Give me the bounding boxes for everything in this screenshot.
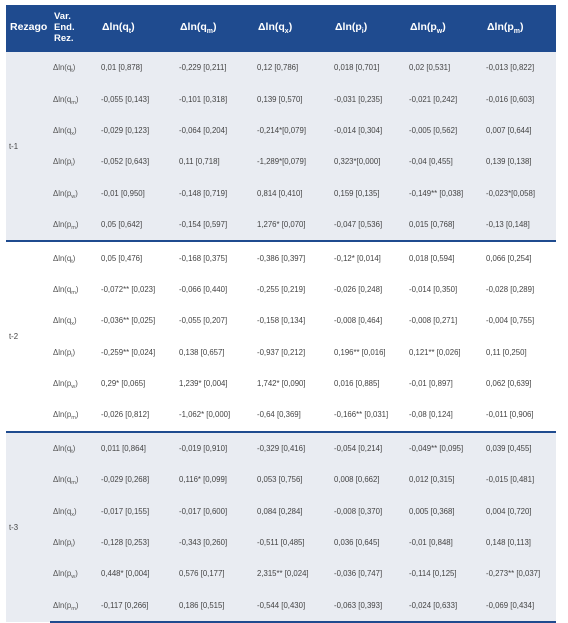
row-variable: $\Delta\ln(q_t)$: [50, 432, 98, 464]
table-cell: 0,005 [0,368]: [406, 495, 483, 526]
table-cell: 0,116* [0,099]: [176, 464, 254, 495]
table-cell: -0,049** [0,095]: [406, 432, 483, 464]
row-variable: $\Delta\ln(q_m)$: [53, 284, 79, 296]
table-cell: 0,05 [0,476]: [98, 241, 176, 273]
row-variable: $\Delta\ln(p_w)$: [53, 379, 78, 391]
table-cell: 0,05 [0,642]: [98, 209, 176, 241]
table-cell: -0,055 [0,207]: [179, 316, 228, 326]
table-cell: -1,289*[0,079]: [254, 146, 331, 177]
table-cell: -0,259** [0,024]: [101, 347, 156, 357]
row-variable: $\Delta\ln(p_i)$: [50, 146, 98, 177]
table-cell: -0,026 [0,812]: [101, 410, 150, 420]
table-cell: -0,069 [0,434]: [483, 590, 556, 622]
header-col-5: $\Delta\ln(p_w)$: [410, 20, 446, 35]
table-cell: 0,448* [0,004]: [98, 558, 176, 589]
header-col-4: $\Delta\ln(p_i)$: [335, 20, 368, 35]
table-cell: -0,158 [0,134]: [257, 316, 306, 326]
table-cell: -0,015 [0,481]: [483, 464, 556, 495]
table-row: [6, 399, 556, 431]
results-table: [6, 5, 556, 623]
table-row: [6, 464, 556, 495]
table-cell: 0,29* [0,065]: [101, 379, 146, 389]
table-cell: 0,039 [0,455]: [483, 432, 556, 464]
table-cell: 2,315** [0,024]: [254, 558, 331, 589]
table-row: [6, 178, 556, 209]
row-variable: $\Delta\ln(p_i)$: [50, 527, 98, 558]
table-cell: 0,007 [0,644]: [483, 115, 556, 146]
table-cell: -0,072** [0,023]: [101, 284, 156, 294]
table-cell: 0,12 [0,786]: [254, 51, 331, 83]
table-row: [6, 527, 556, 558]
table-cell: -0,036 [0,747]: [331, 558, 406, 589]
row-variable: $\Delta\ln(q_m)$: [50, 83, 98, 114]
table-cell: 1,742* [0,090]: [257, 379, 306, 389]
lag-label: t-2: [6, 241, 50, 431]
table-cell: -0,101 [0,318]: [176, 83, 254, 114]
table-cell: 0,01 [0,878]: [98, 51, 176, 83]
table-cell: 0,138 [0,657]: [179, 347, 225, 357]
table-row: [6, 51, 556, 83]
table-cell: -0,64 [0,369]: [257, 410, 301, 420]
table-cell: 0,186 [0,515]: [176, 590, 254, 622]
table-cell: -0,017 [0,155]: [98, 495, 176, 526]
table-cell: 0,121** [0,026]: [409, 347, 461, 357]
table-cell: -0,063 [0,393]: [331, 590, 406, 622]
lag-block-t1: [6, 51, 556, 241]
table-cell: 0,008 [0,662]: [331, 464, 406, 495]
table-cell: 0,323*[0,000]: [331, 146, 406, 177]
table-cell: 0,004 [0,720]: [483, 495, 556, 526]
table-cell: -0,013 [0,822]: [483, 51, 556, 83]
table-cell: -0,154 [0,597]: [176, 209, 254, 241]
table-cell: 0,015 [0,768]: [406, 209, 483, 241]
table-cell: -0,343 [0,260]: [176, 527, 254, 558]
row-variable: $\Delta\ln(p_m)$: [50, 209, 98, 241]
table-cell: -0,047 [0,536]: [331, 209, 406, 241]
table-cell: -0,01 [0,897]: [409, 379, 453, 389]
table-cell: -0,011 [0,906]: [486, 410, 534, 420]
table-cell: 0,066 [0,254]: [483, 241, 556, 273]
table-cell: -0,017 [0,600]: [176, 495, 254, 526]
table-cell: -0,117 [0,266]: [98, 590, 176, 622]
table-cell: 0,196** [0,016]: [334, 347, 386, 357]
table-row: [6, 495, 556, 526]
table-cell: -0,12* [0,014]: [331, 241, 406, 273]
table-cell: -0,024 [0,633]: [406, 590, 483, 622]
lag-label: t-3: [6, 432, 50, 622]
table-cell: 0,053 [0,756]: [254, 464, 331, 495]
table-cell: -0,255 [0,219]: [257, 284, 306, 294]
table-cell: -0,166** [0,031]: [334, 410, 389, 420]
table-cell: -0,031 [0,235]: [331, 83, 406, 114]
table-cell: 0,148 [0,113]: [483, 527, 556, 558]
table-row: [6, 337, 556, 368]
table-row: [6, 209, 556, 241]
table-cell: 1,239* [0,004]: [179, 379, 228, 389]
table-cell: -0,023*[0,058]: [483, 178, 556, 209]
table-cell: -0,04 [0,455]: [406, 146, 483, 177]
header-col-2: $\Delta\ln(q_m)$: [180, 20, 217, 35]
table-cell: -0,016 [0,603]: [483, 83, 556, 114]
table-cell: 0,062 [0,639]: [486, 379, 532, 389]
table-cell: -0,229 [0,211]: [176, 51, 254, 83]
table-cell: 0,036 [0,645]: [331, 527, 406, 558]
table-cell: -0,114 [0,125]: [406, 558, 483, 589]
table-cell: 1,276* [0,070]: [254, 209, 331, 241]
table-row: [6, 558, 556, 589]
table-row: [6, 368, 556, 399]
table-cell: -0,149** [0,038]: [406, 178, 483, 209]
table-cell: 0,018 [0,701]: [331, 51, 406, 83]
table-cell: 0,139 [0,138]: [483, 146, 556, 177]
table-cell: -0,329 [0,416]: [254, 432, 331, 464]
table-cell: 0,814 [0,410]: [254, 178, 331, 209]
table-cell: -0,08 [0,124]: [409, 410, 453, 420]
table-cell: -0,004 [0,755]: [486, 316, 535, 326]
row-variable: $\Delta\ln(q_x)$: [53, 316, 77, 328]
lag-block-t2: [6, 241, 556, 431]
table-row: [6, 115, 556, 146]
table-row: [6, 146, 556, 177]
table-cell: 0,018 [0,594]: [406, 241, 483, 273]
table-cell: -0,01 [0,848]: [406, 527, 483, 558]
table-cell: 0,012 [0,315]: [406, 464, 483, 495]
table-cell: 0,139 [0,570]: [254, 83, 331, 114]
table-row: [6, 241, 556, 273]
table-cell: -0,064 [0,204]: [176, 115, 254, 146]
table-cell: -0,386 [0,397]: [254, 241, 331, 273]
table-cell: -0,055 [0,143]: [98, 83, 176, 114]
table-cell: -0,014 [0,350]: [409, 284, 458, 294]
table-cell: -0,005 [0,562]: [406, 115, 483, 146]
table-cell: -0,128 [0,253]: [98, 527, 176, 558]
row-variable: $\Delta\ln(q_m)$: [50, 464, 98, 495]
row-variable: $\Delta\ln(p_i)$: [53, 347, 76, 359]
table-row: [6, 83, 556, 114]
row-variable: $\Delta\ln(p_w)$: [50, 178, 98, 209]
table-cell: 0,11 [0,718]: [176, 146, 254, 177]
table-cell: -0,029 [0,268]: [98, 464, 176, 495]
table-cell: 0,576 [0,177]: [176, 558, 254, 589]
table-cell: -0,13 [0,148]: [483, 209, 556, 241]
table-cell: -0,511 [0,485]: [254, 527, 331, 558]
header-col-1: $\Delta\ln(q_t)$: [102, 20, 135, 35]
row-variable: $\Delta\ln(p_m)$: [50, 590, 98, 622]
table-cell: -0,054 [0,214]: [331, 432, 406, 464]
table-row: [6, 590, 556, 622]
header-col-3: $\Delta\ln(q_x)$: [258, 20, 293, 35]
table-cell: -1,062* [0,000]: [179, 410, 231, 420]
table-cell: -0,544 [0,430]: [254, 590, 331, 622]
table-cell: -0,029 [0,123]: [98, 115, 176, 146]
table-cell: 0,016 [0,885]: [334, 379, 380, 389]
table-cell: 0,084 [0,284]: [254, 495, 331, 526]
row-variable: $\Delta\ln(p_w)$: [50, 558, 98, 589]
table-cell: -0,052 [0,643]: [98, 146, 176, 177]
table-cell: -0,014 [0,304]: [331, 115, 406, 146]
table-row: [6, 274, 556, 305]
table-cell: 0,02 [0,531]: [406, 51, 483, 83]
table-cell: -0,019 [0,910]: [176, 432, 254, 464]
row-variable: $\Delta\ln(q_t)$: [50, 51, 98, 83]
table-cell: 0,011 [0,864]: [98, 432, 176, 464]
row-variable: $\Delta\ln(p_m)$: [53, 410, 79, 422]
table-row: [6, 305, 556, 336]
table-cell: -0,214*[0,079]: [254, 115, 331, 146]
row-variable: $\Delta\ln(q_t)$: [50, 241, 98, 273]
table-cell: -0,01 [0,950]: [98, 178, 176, 209]
header-row: [6, 5, 556, 51]
header-col-6: $\Delta\ln(p_m)$: [487, 20, 524, 35]
table-cell: -0,028 [0,289]: [486, 284, 535, 294]
lag-block-t3: [6, 432, 556, 622]
table-cell: -0,026 [0,248]: [334, 284, 383, 294]
table-header: [6, 5, 556, 51]
table-cell: -0,066 [0,440]: [179, 284, 228, 294]
table-cell: -0,937 [0,212]: [257, 347, 306, 357]
table-cell: -0,021 [0,242]: [406, 83, 483, 114]
row-variable: $\Delta\ln(q_x)$: [50, 115, 98, 146]
lag-label: t-1: [6, 51, 50, 241]
table-cell: -0,148 [0,719]: [176, 178, 254, 209]
row-variable: $\Delta\ln(q_x)$: [50, 495, 98, 526]
header-var-end-rez: Var. End. Rez.: [54, 11, 75, 44]
header-rezago: Rezago: [10, 21, 48, 33]
table-cell: -0,008 [0,464]: [334, 316, 383, 326]
table-cell: -0,008 [0,271]: [409, 316, 458, 326]
table-cell: -0,168 [0,375]: [176, 241, 254, 273]
table-cell: -0,036** [0,025]: [101, 316, 156, 326]
table-row: [6, 432, 556, 464]
table-cell: 0,159 [0,135]: [331, 178, 406, 209]
table-cell: -0,273** [0,037]: [483, 558, 556, 589]
table-cell: 0,11 [0,250]: [486, 347, 527, 357]
table-cell: -0,008 [0,370]: [331, 495, 406, 526]
